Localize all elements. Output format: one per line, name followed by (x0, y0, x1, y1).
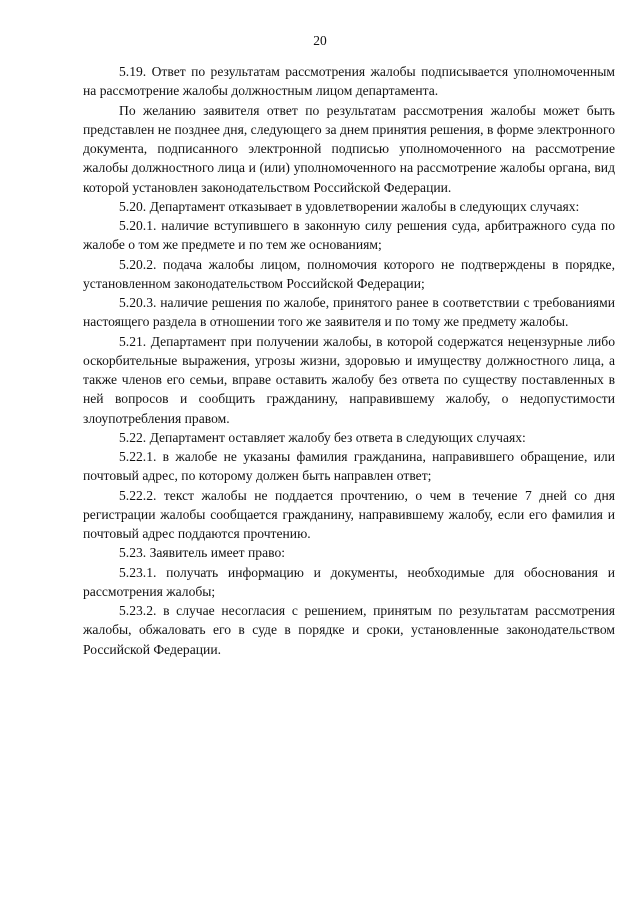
paragraph-5-20: 5.20. Департамент отказывает в удовлетворении жалобы в следующих случаях: (119, 198, 580, 214)
paragraph-5-19-electronic-response: По желанию заявителя ответ по результатам рассмотрения жалобы может быть представлен не позднее дня, следующего за днем принятия решения, в форме электронного документа, подписанного электронной подписью уполномоченного на рассмотрение жалобы должностного лица и (или) уполномоченного на рассмотрение жалобы органа, вид которой установлен законодательством Российской Федерации. (83, 102, 615, 195)
paragraph-5-23-2: 5.23.2. в случае несогласия с решением, принятым по результатам рассмотрения жалобы, обжаловать его в суде в порядке и сроки, установленные законодательством Российской Федерации. (83, 603, 615, 657)
paragraph-5-20-1: 5.20.1. наличие вступившего в законную силу решения суда, арбитражного суда по жалобе о том же предмете и по тем же основаниям; (83, 218, 615, 253)
paragraph-5-22-1: 5.22.1. в жалобе не указаны фамилия гражданина, направившего обращение, или почтовый адрес, по которому должен быть направлен ответ; (83, 449, 615, 484)
paragraph-5-21: 5.21. Департамент при получении жалобы, в которой содержатся нецензурные либо оскорбительные выражения, угрозы жизни, здоровью и имуществу должностного лица, а также членов его семьи, вправе оставить жалобу без ответа по существу поставленных в ней вопросов и сообщить гражданину, направившему жалобу, о недопустимости злоупотребления правом. (83, 333, 615, 426)
paragraph-5-22-2: 5.22.2. текст жалобы не поддается прочтению, о чем в течение 7 дней со дня регистрации жалобы сообщается гражданину, направившему жалобу, если его фамилия и почтовый адрес поддаются прочтению. (83, 487, 615, 541)
paragraph-5-20-2: 5.20.2. подача жалобы лицом, полномочия которого не подтверждены в порядке, установленном законодательством Российской Федерации; (83, 256, 615, 291)
page-number: 20 (313, 33, 327, 48)
paragraph-5-23-1: 5.23.1. получать информацию и документы, необходимые для обоснования и рассмотрения жалобы; (83, 564, 615, 599)
paragraph-5-20-3: 5.20.3. наличие решения по жалобе, принятого ранее в соответствии с требованиями настоящего раздела в отношении того же заявителя и по тому же предмету жалобы. (83, 295, 615, 330)
document-body (83, 62, 615, 659)
paragraph-5-22: 5.22. Департамент оставляет жалобу без ответа в следующих случаях: (119, 429, 526, 445)
paragraph-5-19: 5.19. Ответ по результатам рассмотрения жалобы подписывается уполномоченным на рассмотрение жалобы должностным лицом департамента. (83, 64, 615, 99)
paragraph-5-23: 5.23. Заявитель имеет право: (119, 545, 286, 561)
